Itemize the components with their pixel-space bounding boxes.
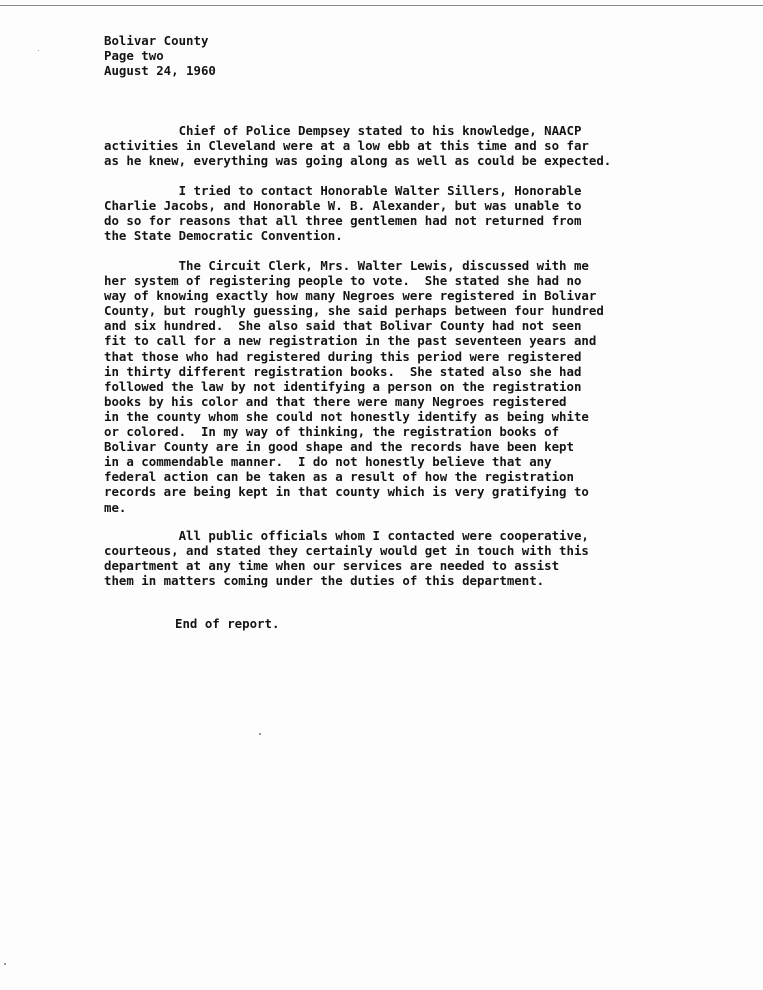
paragraph-line: followed the law by not identifying a person on the registration xyxy=(104,378,582,394)
scan-speck xyxy=(38,50,39,51)
paragraph-line: way of knowing exactly how many Negroes were registered in Bolivar xyxy=(104,288,597,304)
paragraph-line: them in matters coming under the duties of this department. xyxy=(104,573,545,589)
paragraph-line: in the county whom she could not honestly identify as being white xyxy=(104,408,589,424)
paragraph-cooperation xyxy=(104,528,724,588)
paragraph-line: do so for reasons that all three gentlemen had not returned from xyxy=(104,213,582,229)
header-page-number: Page two xyxy=(104,48,164,63)
paragraph-line: Chief of Police Dempsey stated to his knowledge, NAACP xyxy=(104,123,582,138)
paragraph-line: records are being kept in that county which is very gratifying to xyxy=(104,484,589,500)
paragraph-line: that those who had registered during this period were registered xyxy=(104,348,582,364)
paragraph-naacp-activities xyxy=(104,123,724,168)
paragraph-line: books by his color and that there were many Negroes registered xyxy=(104,393,567,409)
paragraph-line: County, but roughly guessing, she said perhaps between four hundred xyxy=(104,303,604,319)
paragraph-line: activities in Cleveland were at a low ebb at this time and so far xyxy=(104,138,589,154)
paragraph-line: in a commendable manner. I do not honestly believe that any xyxy=(104,454,552,470)
paragraph-contact-attempts xyxy=(104,183,724,243)
paragraph-line: or colored. In my way of thinking, the registration books of xyxy=(104,424,560,440)
end-of-report: End of report. xyxy=(175,616,280,631)
paragraph-line: federal action can be taken as a result of how the registration xyxy=(104,469,574,485)
paragraph-line: and six hundred. She also said that Bolivar County had not seen xyxy=(104,318,582,334)
paragraph-line: me. xyxy=(104,499,127,515)
paragraph-line: Charlie Jacobs, and Honorable W. B. Alexander, but was unable to xyxy=(104,198,582,214)
paragraph-line: All public officials whom I contacted were cooperative, xyxy=(104,528,589,543)
header-date: August 24, 1960 xyxy=(104,63,216,78)
paragraph-line: the State Democratic Convention. xyxy=(104,228,343,244)
scan-speck xyxy=(259,733,261,735)
header-county: Bolivar County xyxy=(104,33,209,48)
paragraph-line: in thirty different registration books. She stated also she had xyxy=(104,363,582,379)
paragraph-line: The Circuit Clerk, Mrs. Walter Lewis, discussed with me xyxy=(104,258,589,273)
paragraph-line: department at any time when our services are needed to assist xyxy=(104,558,560,574)
page-top-edge xyxy=(0,5,763,6)
paragraph-line: as he knew, everything was going along as well as could be expected. xyxy=(104,153,612,169)
paragraph-line: I tried to contact Honorable Walter Sillers, Honorable xyxy=(104,183,582,198)
paragraph-circuit-clerk xyxy=(104,258,724,515)
paragraph-line: fit to call for a new registration in the past seventeen years and xyxy=(104,333,597,349)
paragraph-line: her system of registering people to vote. She stated she had no xyxy=(104,273,582,289)
paragraph-line: Bolivar County are in good shape and the records have been kept xyxy=(104,439,574,455)
paragraph-line: courteous, and stated they certainly would get in touch with this xyxy=(104,543,589,559)
scan-speck xyxy=(4,963,6,965)
